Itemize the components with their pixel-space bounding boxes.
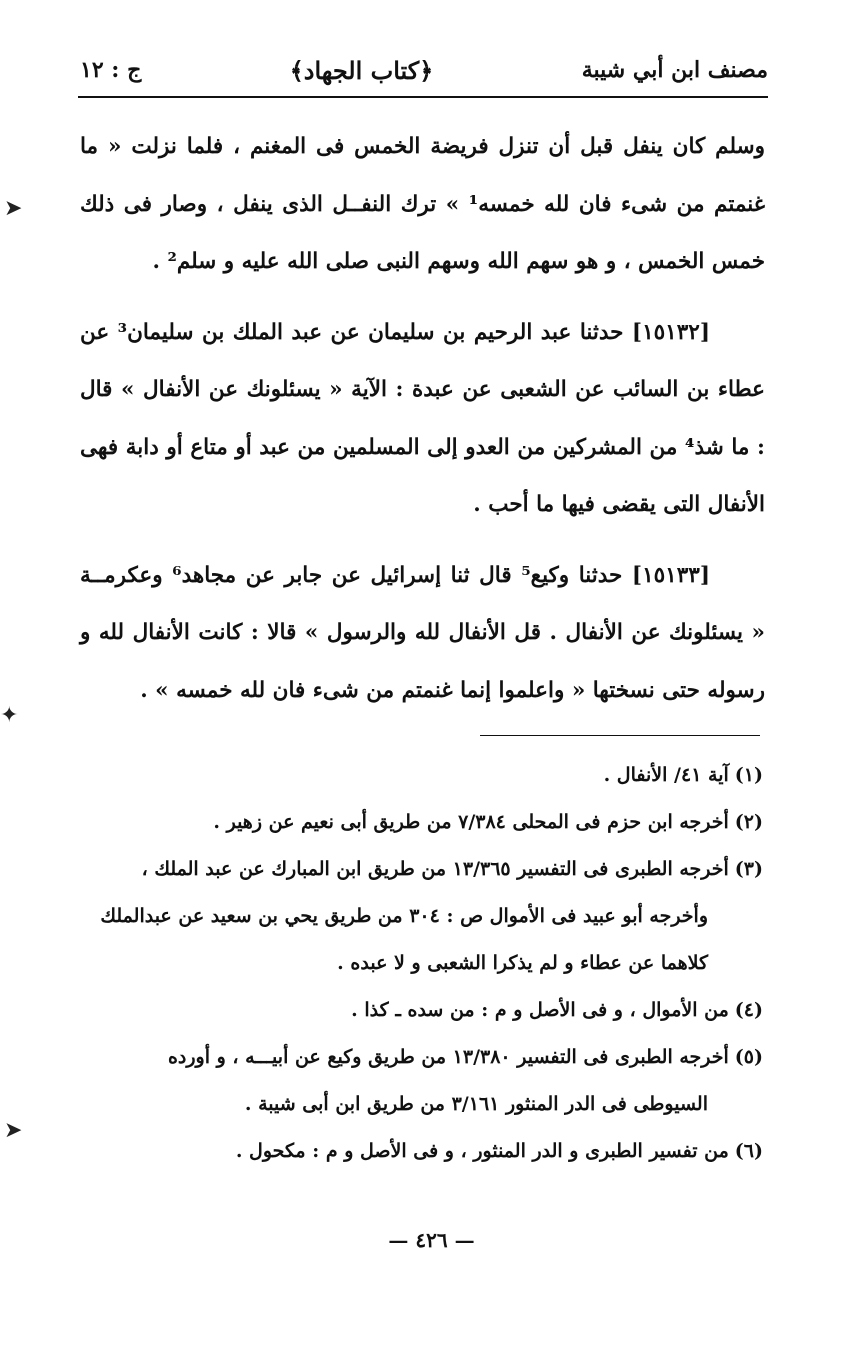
- footnote-text: أخرجه ابن حزم فى المحلى ٧/٣٨٤ من طريق أبى نعيم عن زهير .: [213, 811, 729, 833]
- running-header: [80, 45, 768, 95]
- hadith-15133: [١٥١٣٣] حدثنا وكيع⁵ قال ثنا إسرائيل عن جابر عن مجاهد⁶ وعكرمــة « يسئلونك عن الأنفال . قل الأنفال لله والرسول » قالا : كانت الأنفال لله و رسوله حتى نسختها « واعلموا إنما غنمتم من شىء فان لله خمسه » .: [80, 562, 765, 703]
- footnote-continuation: وأخرجه أبو عبيد فى الأموال ص : ٣٠٤ من طريق يحي بن سعيد عن عبدالملك: [100, 905, 708, 927]
- margin-mark-icon: ➤: [4, 1118, 23, 1143]
- volume-number: ج : ١٢: [80, 57, 142, 83]
- footnote-text: من الأموال ، و فى الأصل و م : من سده ـ كذا .: [351, 999, 729, 1021]
- footnote-text: آية ٤١/ الأنفال .: [603, 764, 729, 786]
- footnote-text: أخرجه الطبرى فى التفسير ١٣/٣٦٥ من طريق ابن المبارك عن عبد الملك ،: [141, 858, 729, 880]
- footnote: [95, 752, 763, 799]
- footnote: [95, 987, 763, 1034]
- chapter-title: ﴿كتاب الجهاد﴾: [289, 55, 434, 85]
- footnote-number: (٤): [734, 999, 763, 1021]
- paragraph-continuation: وسلم كان ينفل قبل أن تنزل فريضة الخمس فى المغنم ، فلما نزلت « ما غنمتم من شىء فان لله خمسه¹ » ترك النفــل الذى ينفل ، وصار فى ذلك خمس الخمس ، و هو سهم الله وسهم النبى صلى الله عليه و سلم² .: [80, 134, 765, 274]
- footnote-continuation: كلاهما عن عطاء و لم يذكرا الشعبى و لا عبده .: [337, 952, 708, 974]
- main-text: [80, 118, 765, 719]
- footnote-text: من تفسير الطبرى و الدر المنثور ، و فى الأصل و م : مكحول .: [235, 1140, 729, 1162]
- hadith-15132: [١٥١٣٢] حدثنا عبد الرحيم بن سليمان عن عبد الملك بن سليمان³ عن عطاء بن السائب عن الشعبى عن عبدة : الآية « يسئلونك عن الأنفال » قال : ما شذ⁴ من المشركين من العدو إلى المسلمين من عبد أو متاع أو دابة فهى الأنفال التى يقضى فيها ما أحب .: [80, 319, 765, 517]
- margin-mark-icon: ➤: [4, 196, 23, 221]
- footnote-number: (١): [734, 764, 763, 786]
- footnote-rule: [480, 735, 760, 736]
- footnote-number: (٥): [734, 1046, 763, 1068]
- header-rule: [78, 96, 768, 98]
- footnotes: [95, 752, 763, 1175]
- footnote-text: أخرجه الطبرى فى التفسير ١٣/٣٨٠ من طريق وكيع عن أبيـــه ، و أورده: [167, 1046, 729, 1068]
- footnote: [95, 799, 763, 846]
- margin-mark-icon: ✦: [0, 703, 19, 728]
- footnote-continuation: السيوطى فى الدر المنثور ٣/١٦١ من طريق ابن أبى شيبة .: [244, 1093, 708, 1115]
- footnote: [95, 846, 763, 893]
- footnote-number: (٦): [734, 1140, 763, 1162]
- book-title: مصنف ابن أبي شيبة: [581, 57, 768, 83]
- footnote: [95, 1034, 763, 1081]
- footnote: [95, 1128, 763, 1175]
- footnote-number: (٢): [734, 811, 763, 833]
- page-number: — ٤٢٦ —: [388, 1228, 475, 1252]
- footnote-number: (٣): [734, 858, 763, 880]
